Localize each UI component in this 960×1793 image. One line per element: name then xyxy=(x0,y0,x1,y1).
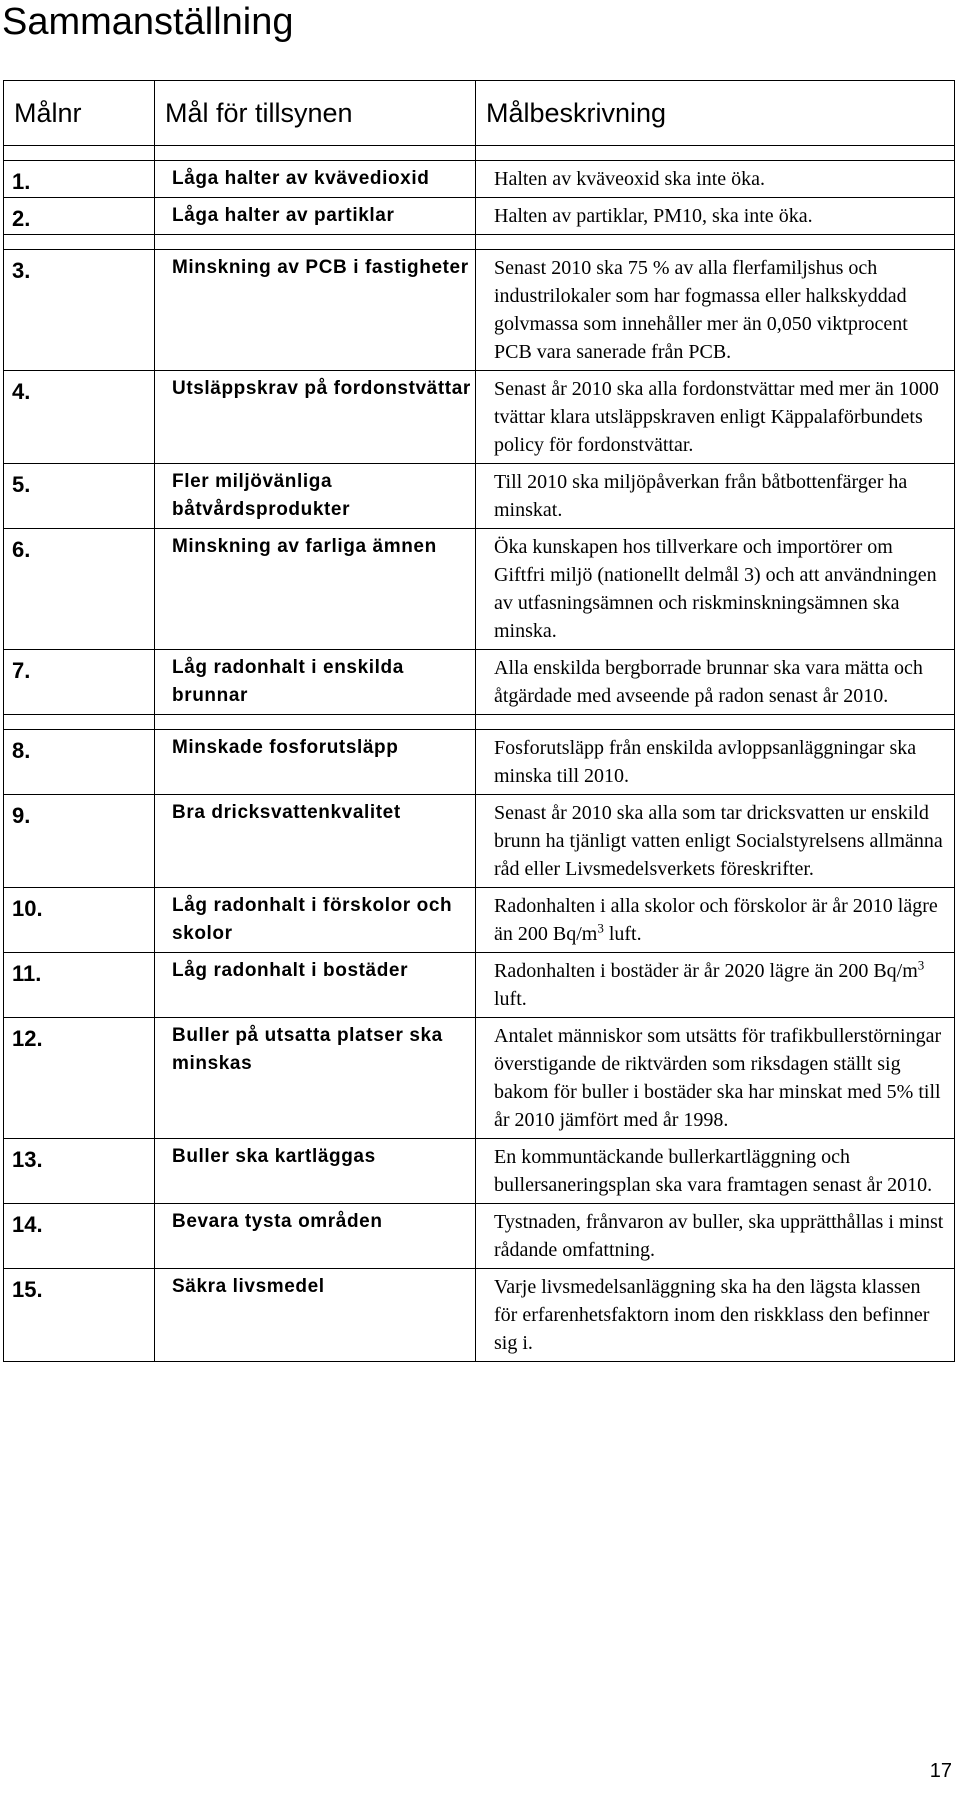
goal-title: Låga halter av partiklar xyxy=(155,198,476,235)
goal-number: 6. xyxy=(4,529,155,650)
goal-description: En kommuntäckande bullerkartläggning och bullersaneringsplan ska vara framtagen senast år 2010. xyxy=(476,1139,955,1204)
goal-number: 12. xyxy=(4,1018,155,1139)
goal-description: Varje livsmedelsanläggning ska ha den lägsta klassen för erfarenhetsfaktorn inom den riskklass den befinner sig i. xyxy=(476,1269,955,1362)
goal-title: Buller på utsatta platser ska minskas xyxy=(155,1018,476,1139)
goal-description: Till 2010 ska miljöpåverkan från båtbottenfärger ha minskat. xyxy=(476,464,955,529)
goals-table xyxy=(3,80,955,1362)
table-row xyxy=(4,161,955,198)
goal-number: 8. xyxy=(4,730,155,795)
goal-description-text: luft. xyxy=(603,923,642,945)
table-row xyxy=(4,198,955,235)
header-goal-number: Målnr xyxy=(4,81,155,146)
goal-number: 3. xyxy=(4,250,155,371)
table-row xyxy=(4,1139,955,1204)
goal-description: Senast 2010 ska 75 % av alla flerfamiljshus och industrilokaler som har fogmassa eller halkskyddad golvmassa som innehåller mer än 0,050 viktprocent PCB vara sanerade från PCB. xyxy=(476,250,955,371)
page-number: 17 xyxy=(929,1760,952,1782)
goal-number: 10. xyxy=(4,888,155,953)
goal-number: 1. xyxy=(4,161,155,198)
goal-description: Fosforutsläpp från enskilda avloppsanläggningar ska minska till 2010. xyxy=(476,730,955,795)
goal-title: Buller ska kartläggas xyxy=(155,1139,476,1204)
table-row xyxy=(4,650,955,715)
goal-number: 2. xyxy=(4,198,155,235)
goal-title: Utsläppskrav på fordonstvättar xyxy=(155,371,476,464)
goal-number: 13. xyxy=(4,1139,155,1204)
table-row xyxy=(4,795,955,888)
table-row xyxy=(4,730,955,795)
table-row xyxy=(4,464,955,529)
goal-description: Senast år 2010 ska alla som tar dricksvatten ur enskild brunn ha tjänligt vatten enligt Socialstyrelsens allmänna råd eller Livsmedelsverkets föreskrifter. xyxy=(476,795,955,888)
goal-title: Fler miljövänliga båtvårdsprodukter xyxy=(155,464,476,529)
table-row xyxy=(4,953,955,1018)
goal-description-text: luft. xyxy=(494,988,527,1010)
table-row xyxy=(4,529,955,650)
goal-description xyxy=(476,953,955,1018)
goal-title: Minskade fosforutsläpp xyxy=(155,730,476,795)
goal-number: 7. xyxy=(4,650,155,715)
superscript: 3 xyxy=(597,920,604,936)
goal-description-text: Radonhalten i alla skolor och förskolor är år 2010 lägre än 200 Bq/m xyxy=(494,895,938,945)
goal-description: Antalet människor som utsätts för trafikbullerstörningar överstigande de riktvärden som riksdagen ställt sig bakom för buller i bostäder ska har minskat med 5% till år 2010 jämfört med år 1998. xyxy=(476,1018,955,1139)
spacer-row xyxy=(4,146,955,161)
spacer-row xyxy=(4,235,955,250)
page-title: Sammanställning xyxy=(2,1,294,43)
goal-title: Minskning av farliga ämnen xyxy=(155,529,476,650)
goal-description: Alla enskilda bergborrade brunnar ska vara mätta och åtgärdade med avseende på radon senast år 2010. xyxy=(476,650,955,715)
goal-title: Låg radonhalt i förskolor och skolor xyxy=(155,888,476,953)
goal-title: Låg radonhalt i bostäder xyxy=(155,953,476,1018)
goal-number: 9. xyxy=(4,795,155,888)
table-header-row xyxy=(4,81,955,146)
table-row xyxy=(4,1204,955,1269)
goal-description: Halten av partiklar, PM10, ska inte öka. xyxy=(476,198,955,235)
header-goal: Mål för tillsynen xyxy=(155,81,476,146)
goal-title: Låga halter av kvävedioxid xyxy=(155,161,476,198)
table-row xyxy=(4,1269,955,1362)
goal-description xyxy=(476,888,955,953)
goal-title: Säkra livsmedel xyxy=(155,1269,476,1362)
goal-number: 15. xyxy=(4,1269,155,1362)
goal-description: Tystnaden, frånvaron av buller, ska upprätthållas i minst rådande omfattning. xyxy=(476,1204,955,1269)
superscript: 3 xyxy=(917,957,925,973)
goal-title: Bra dricksvattenkvalitet xyxy=(155,795,476,888)
goal-title: Bevara tysta områden xyxy=(155,1204,476,1269)
table-row xyxy=(4,1018,955,1139)
goal-number: 5. xyxy=(4,464,155,529)
goal-number: 4. xyxy=(4,371,155,464)
goal-description: Halten av kväveoxid ska inte öka. xyxy=(476,161,955,198)
table-row xyxy=(4,250,955,371)
goal-title: Låg radonhalt i enskilda brunnar xyxy=(155,650,476,715)
goal-title: Minskning av PCB i fastigheter xyxy=(155,250,476,371)
goal-number: 14. xyxy=(4,1204,155,1269)
goal-number: 11. xyxy=(4,953,155,1018)
spacer-row xyxy=(4,715,955,730)
goal-description-text: Radonhalten i bostäder är år 2020 lägre än 200 Bq/m xyxy=(494,960,918,982)
table-row xyxy=(4,888,955,953)
header-description: Målbeskrivning xyxy=(476,81,955,146)
table-row xyxy=(4,371,955,464)
goal-description: Senast år 2010 ska alla fordonstvättar med mer än 1000 tvättar klara utsläppskraven enligt Käppalaförbundets policy för fordonstvättar. xyxy=(476,371,955,464)
goal-description: Öka kunskapen hos tillverkare och importörer om Giftfri miljö (nationellt delmål 3) och att användningen av utfasningsämnen och riskminskningsämnen ska minska. xyxy=(476,529,955,650)
